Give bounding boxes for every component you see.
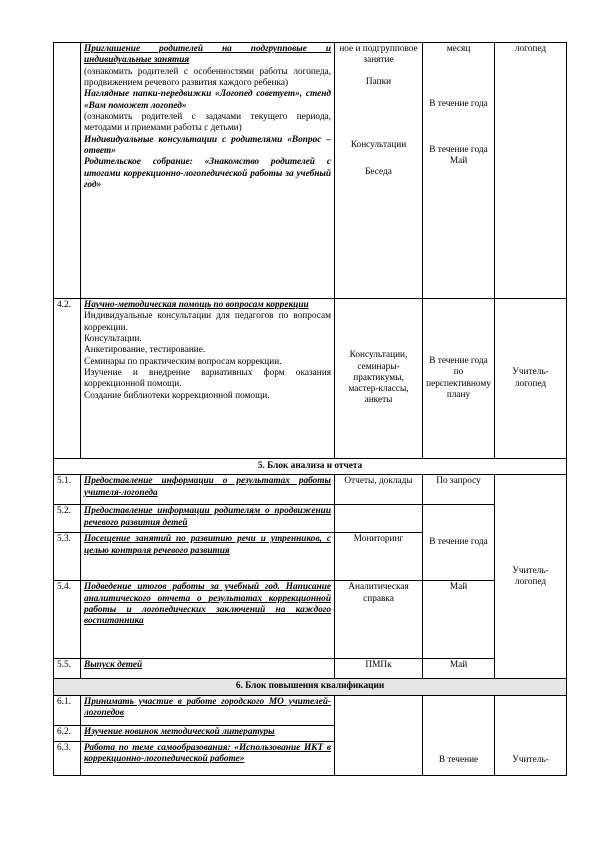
row-number: 5.4. [54, 581, 81, 659]
cell-paragraph: Индивидуальные консультации для педагогов по вопросам коррекции. [84, 311, 331, 333]
work-plan-table [53, 42, 567, 776]
responsible-cell: Учитель-логопед [495, 299, 567, 459]
date-item: месяц [446, 44, 471, 54]
responsible-cell: Учитель- [495, 695, 567, 775]
date-cell: По запросу [423, 475, 495, 505]
responsible-cell: логопед [495, 43, 567, 299]
date-item: В течение года [429, 99, 488, 110]
form-cell: Отчеты, доклады [335, 475, 423, 505]
cell-paragraph: Консультации. [84, 333, 142, 344]
date-cell: Май [423, 659, 495, 679]
row-number [54, 43, 81, 299]
date-item: В течение года [429, 144, 488, 155]
form-cell [335, 695, 423, 775]
form-cell: Аналитическая справка [335, 581, 423, 659]
form-cell: ПМПк [335, 659, 423, 679]
form-cell [335, 43, 423, 299]
section-header-row [54, 679, 567, 695]
form-cell [335, 505, 423, 533]
form-item: ное и подгрупповое занятие [339, 44, 418, 66]
cell-paragraph: Родительское собрание: «Знакомство родителей с итогами коррекционно-логопедической работы за учебный год» [84, 157, 331, 190]
date-cell: В течение года по перспективному плану [423, 299, 495, 459]
form-cell: Мониторинг [335, 533, 423, 581]
form-item: Беседа [365, 167, 392, 178]
cell-paragraph: (ознакомить родителей с задачами текущего периода, методами и приемами работы с детьми) [84, 111, 331, 134]
parents-work-cell [81, 43, 335, 299]
cell-paragraph: Наглядные папки-передвижки «Логопед советует», стенд «Вам поможет логопед» [84, 89, 331, 111]
task-cell: Посещение занятий по развитию речи и утренников, с целью контроля речевого развития [81, 533, 335, 581]
cell-paragraph: Создание библиотеки коррекционной помощи. [84, 390, 270, 401]
section-title: 5. Блок анализа и отчета [54, 459, 567, 475]
table-row [54, 299, 567, 459]
date-item: Май [449, 155, 468, 166]
row-number: 6.2. [54, 725, 81, 741]
task-cell: Работа по теме самообразования: «Использование ИКТ в коррекционно-логопедической работе» [81, 741, 335, 775]
cell-paragraph: (ознакомить родителей с особенностями работы логопеда, продвижением речевого развития каждого ребенка) [84, 66, 331, 88]
task-cell: Принимать участие в работе городского МО учителей-логопедов [81, 695, 335, 725]
date-cell: В течение года [423, 505, 495, 581]
table-row [54, 43, 567, 299]
date-cell [423, 43, 495, 299]
table-row [54, 695, 567, 725]
form-item: Папки [365, 76, 392, 87]
row-number: 6.3. [54, 741, 81, 775]
row-number: 5.2. [54, 505, 81, 533]
methodical-help-cell [81, 299, 335, 459]
section-header-row [54, 459, 567, 475]
task-cell: Подведение итогов работы за учебный год. Написание аналитического отчета о результатах коррекционной работы и логопедических заключений на каждого воспитанника [81, 581, 335, 659]
row-number: 5.1. [54, 475, 81, 505]
cell-paragraph: Анкетирование, тестирование. [84, 345, 206, 356]
task-cell: Предоставление информации о результатах работы учителя-логопеда [81, 475, 335, 505]
task-cell: Изучение новинок методической литературы [81, 725, 335, 741]
cell-paragraph: Изучение и внедрение вариативных форм оказания коррекционной помощи. [84, 367, 331, 390]
row-number: 6.1. [54, 695, 81, 725]
date-cell: В течение [423, 695, 495, 775]
responsible-cell: Учитель-логопед [495, 475, 567, 679]
row-number: 4.2. [54, 299, 81, 459]
cell-paragraph: Семинары по практическим вопросам коррекции. [84, 356, 282, 367]
cell-paragraph: Научно-методическая помощь по вопросам коррекции [84, 300, 309, 310]
row-number: 5.3. [54, 533, 81, 581]
table-row [54, 475, 567, 505]
table-row [54, 659, 567, 679]
section-title: 6. Блок повышения квалификации [54, 679, 567, 695]
table-row [54, 505, 567, 533]
row-number: 5.5. [54, 659, 81, 679]
form-item: Консультации [350, 139, 407, 150]
task-cell: Предоставление информации родителям о продвижении речевого развития детей [81, 505, 335, 533]
cell-paragraph: Индивидуальные консультации с родителями «Вопрос – ответ» [84, 134, 331, 156]
table-row [54, 581, 567, 659]
date-cell: Май [423, 581, 495, 659]
form-cell: Консультации, семинары-практикумы, мастер-классы, анкеты [335, 299, 423, 459]
cell-paragraph: Приглашение родителей на подгрупповые и индивидуальные занятия [84, 44, 331, 66]
task-cell: Выпуск детей [81, 659, 335, 679]
